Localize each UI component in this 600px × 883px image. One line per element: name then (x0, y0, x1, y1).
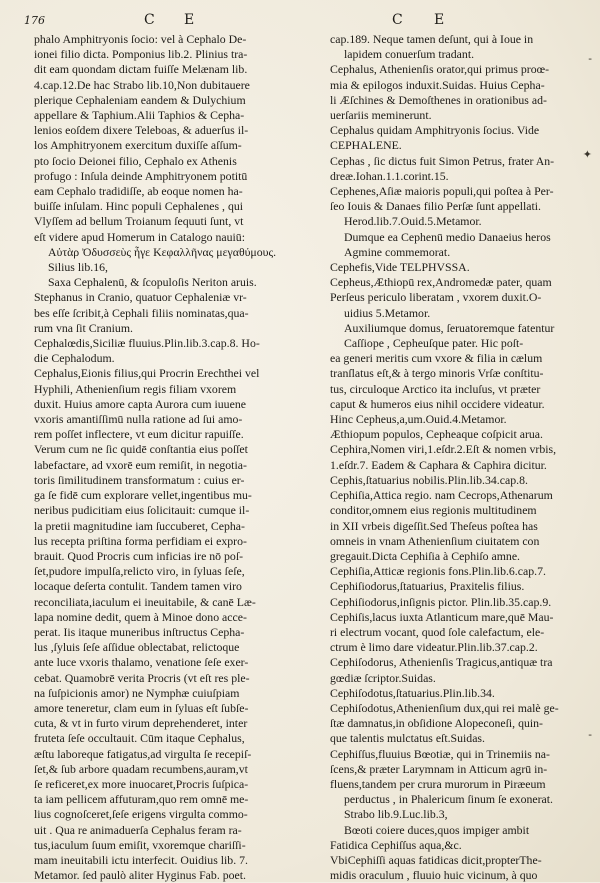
text-line: die Cephalodum. (34, 351, 115, 366)
text-line: Cephiſodotus,ſtatuarius.Plin.lib.34. (330, 685, 495, 700)
text-line: Cepheus,Æthiopū rex,Andromedæ pater, quam (330, 275, 552, 290)
text-line: Perſeus periculo liberatam , vxorem duxit.O- (330, 290, 542, 305)
text-line: lius cognoſceret,ſeſe erigens virgulta commo- (34, 807, 248, 822)
text-line: CEPHALENE. (330, 138, 402, 153)
text-line: ta iam pellicem affuturam,quo rem omnē me- (34, 792, 249, 807)
right-column (330, 32, 586, 883)
text-line: cebat. Quamobrē verita Procris (vt eſt res ple- (34, 670, 250, 685)
text-line: labefactare, ad vxorē eum remiſit, in negotia- (34, 457, 247, 472)
text-line: Dumque ea Cephenū medio Danaeius heros (344, 229, 551, 244)
text-line: Cephenes,Aſiæ maioris populi,qui poſtea à Per- (330, 184, 554, 199)
margin-asterisk-icon: ✦ (582, 148, 592, 161)
text-line: Cephiſia,Attica regio. nam Cecrops,Athenarum (330, 488, 553, 503)
text-line: Fatidica Cephiſſus aqua,&c. (330, 837, 462, 852)
text-line: Cephalus,Eionis filius,qui Procrin Erechthei vel (34, 366, 260, 381)
left-column (34, 32, 300, 883)
text-line: amore teneretur, clam eum in ſyluas eſt ſubſe- (34, 700, 249, 715)
text-line: ea generi meritis cum vxore & filia in cælum (330, 351, 543, 366)
text-line: ga ſe fidē cum explorare vellet,ingentibus mu- (34, 488, 252, 503)
text-line: ſtæ damnatus,in obſidione Alopeconeſi, quin- (330, 716, 543, 731)
text-line: gregauit.Dicta Cephiſia à Cephiſo amne. (330, 548, 521, 563)
text-line: Cephiſſus,fluuius Bœotiæ, qui in Trinemiis na- (330, 746, 550, 761)
text-line: bes eſſe ſcribit,à Cephali filiis nominatas,qua- (34, 305, 249, 320)
text-line: profugo : Inſula deinde Amphitryonem potitū (34, 168, 248, 183)
text-line: Hinc Cepheus,a,um.Ouid.4.Metamor. (330, 412, 507, 427)
text-line: uit . Qua re animaduerſa Cephalus feram ra- (34, 822, 242, 837)
text-line: rem poſſet inflectere, vt eum dicitur rapuiſſe. (34, 427, 244, 442)
running-head-right-1: C (392, 12, 403, 28)
text-line: Hyphili, Athenienſium regis filiam vxorem (34, 381, 237, 396)
text-line: lapidem conuerſum tradant. (344, 47, 475, 62)
text-line: ſet,& ſub arbore quadam recumbens,auram,vt (34, 761, 248, 776)
page-number: 176 (24, 14, 45, 27)
text-line: 4.cap.12.De hac Strabo lib.10,Non dubitauere (34, 77, 250, 92)
text-line: conditor,omnem eius regionis multitudinem (330, 503, 537, 518)
text-line: Silius lib.16, (48, 260, 108, 275)
text-line: ſet,pudore impulſa,relicto viro, in ſyluas ſeſe, (34, 564, 245, 579)
text-line: uidius 5.Metamor. (344, 305, 431, 320)
text-line: Cephis,ſtatuarius nobilis.Plin.lib.34.cap.8. (330, 472, 528, 487)
text-line: Cephalus quidam Amphitryonis ſocius. Vide (330, 123, 540, 138)
text-line: Cephiſia,Atticæ regionis fons.Plin.lib.6.cap.7. (330, 564, 546, 579)
text-line: ctrum è limo dare videatur.Plin.lib.37.cap.2. (330, 640, 538, 655)
text-line: Herod.lib.7.Ouid.5.Metamor. (344, 214, 482, 229)
text-line: in XII vrbeis digeſſit.Sed Theſeus poſtea has (330, 518, 538, 533)
text-line: que talentis mulctatus eſt.Suidas. (330, 731, 485, 746)
text-line: mia & epilogos induxit.Suidas. Huius Cepha- (330, 77, 545, 92)
text-line: Cephira,Nomen viri,1.eſdr.2.Eſt & nomen vrbis, (330, 442, 557, 457)
page-header (24, 14, 576, 34)
text-line: Cephiſodorus, Athenienſis Tragicus,antiquæ tra (330, 655, 553, 670)
text-line: appellare & Taphium.Alii Taphios & Cepha- (34, 108, 245, 123)
text-line: lenios eoſdem dixere Teleboas, & aduerſus il- (34, 123, 249, 138)
text-line: locaque deſerta contulit. Tandem tamen viro (34, 579, 242, 594)
text-line: pto ſocio Deionei filio, Cephalo ex Athenis (34, 153, 237, 168)
text-line: perat. Iis itaque muneribus inſtructus Cepha- (34, 624, 245, 639)
text-line: uerſariis meminerunt. (330, 108, 432, 123)
text-line: fluens,tandem per crura murorum in Piræeum (330, 776, 546, 791)
text-line: lus ,ſyluis ſeſe aſſidue oblectabat, relictoque (34, 640, 240, 655)
text-line: ri electrum vocant, quod ſole calefactum, ele- (330, 624, 545, 639)
text-line: cuta, & vt in furto virum deprehenderet, inter (34, 716, 248, 731)
text-line: fruteta ſeſe occultauit. Cūm itaque Cephalus, (34, 731, 245, 746)
text-line: Bœoti coiere duces,quos impiger ambit (344, 822, 530, 837)
text-line: 1.eſdr.7. Eadem & Caphara & Caphira dicitur. (330, 457, 547, 472)
text-line: eſt videre apud Homerum in Catalogo nauiū: (34, 229, 245, 244)
running-head-left-1: C (144, 12, 156, 28)
text-line: Cephalus, Athenienſis orator,qui primus proœ- (330, 62, 550, 77)
text-line: cap.189. Neque tamen deſunt, qui à Ioue in (330, 32, 534, 46)
text-line: Æthiopum populos, Cepheaque coſpicit arua. (330, 427, 543, 442)
text-line: ante luce vxoris thalamo, venatione ſeſe exer- (34, 655, 249, 670)
running-head-right-2: E (434, 12, 445, 28)
text-line: dreæ.Iohan.1.1.corint.15. (330, 168, 449, 183)
text-line: Metamor. ſed paulò aliter Hyginus Fab. poet. (34, 868, 246, 883)
text-line: VbiCephiſſi aquas fatidicas dicit,propterThe- (330, 852, 542, 867)
text-line: ſcens,& præter Larymnam in Atticum agrū in- (330, 761, 548, 776)
text-line: eam Cephalo tradidiſſe, ab eoque nomen ha- (34, 184, 243, 199)
text-line: perductus , in Phalericum ſinum ſe exonerat. (344, 792, 554, 807)
text-line: Vlyſſem ad bellum Troianum ſequuti ſunt, vt (34, 214, 244, 229)
text-line: reconciliata,iaculum ei ineuitabile, & canē Læ- (34, 594, 256, 609)
text-line: tus,iaculum ſuum emiſit, vxoremque chariſſi- (34, 837, 246, 852)
text-line: dit eam quondam dictam fuiſſe Melænam lib. (34, 62, 248, 77)
text-line: Cephiſiodorus,ſtatuarius, Praxitelis filius. (330, 579, 525, 594)
text-line: Cephas , ſic dictus fuit Simon Petrus, frater An- (330, 153, 555, 168)
text-line: Saxa Cephalenū, & ſcopuloſis Neriton aruis. (48, 275, 257, 290)
text-line: omneis in vnam Athenienſium ciuitatem con (330, 533, 540, 548)
text-line: Cephiſis,lacus iuxta Atlanticum mare,quē Mau- (330, 609, 554, 624)
text-line: Cephalœdis,Siciliæ fluuius.Plin.lib.3.cap.8. Ho- (34, 336, 260, 351)
text-line: mam ineuitabili ictu interfecit. Ouidius lib. 7. (34, 852, 248, 867)
text-line: brauit. Quod Procris cum inficias ire nō poſ- (34, 548, 244, 563)
text-line: los Amphitryonem exercitum duxiſſe aſſum- (34, 138, 242, 153)
text-line: plerique Cephaleniam eandem & Dulychium (34, 92, 246, 107)
text-line: lus recepta priſtina forma perfidiam ei expro- (34, 533, 247, 548)
text-line: Agmine commemorat. (344, 244, 451, 259)
text-line: phalo Amphitryonis ſocio: vel à Cephalo De- (34, 32, 247, 46)
text-line: duxit. Huius amore capta Aurora cum iuuene (34, 396, 246, 411)
text-line: Αὐτὰρ Ὀδυσσεὺς ἦγε Κεφαλλῆνας μεγαθύμους. (48, 244, 277, 259)
text-line: Cephiſodotus,Athenienſium dux,qui rei malè ge- (330, 700, 559, 715)
text-line: na ſuſpicionis amor) ne Nymphæ cuiuſpiam (34, 685, 240, 700)
text-line: Caſſiope , Cepheuſque pater. Hic poſt- (344, 336, 524, 351)
text-line: tranſlatus eſt,& à tergo minoris Vrſæ conſtitu- (330, 366, 544, 381)
text-line: neribus pudicitiam eius ſolicitauit: cumque il- (34, 503, 250, 518)
running-head-left-2: E (184, 12, 195, 28)
text-line: ſeo Iouis & Danaes filio Perſæ ſunt appellati. (330, 199, 541, 214)
text-line: toris ſimilitudinem transformatum : cuius er- (34, 472, 245, 487)
text-line: buiſſe inſulam. Hinc populi Cephalenes , qui (34, 199, 244, 214)
text-line: Cephefis,Vide TELPHVSSA. (330, 260, 470, 275)
text-line: ſe reficeret,ex more inuocaret,Procris ſuſpica- (34, 776, 249, 791)
text-line: ionei filio dicta. Pomponius lib.2. Plinius tra- (34, 47, 248, 62)
margin-mark: - (588, 52, 592, 65)
margin-mark: - (588, 728, 592, 741)
text-line: la pretii magnitudine iam ſuccuberet, Cepha- (34, 518, 245, 533)
text-line: gœdiæ ſcriptor.Suidas. (330, 670, 436, 685)
text-line: tus, circuloque Arctico ita incluſus, vt præter (330, 381, 541, 396)
text-line: lapa nomine dedit, quem à Minoe dono acce- (34, 609, 247, 624)
text-line: Stephanus in Cranio, quatuor Cephaleniæ vr- (34, 290, 247, 305)
text-line: Cephiſiodorus,inſignis pictor. Plin.lib.35.cap.9. (330, 594, 552, 609)
text-line: caput & humeros eius nihil occidere videatur. (330, 396, 545, 411)
text-line: midis oraculum , fluuio huic vicinum, à quo (330, 868, 538, 883)
text-line: rum vna ſit Cranium. (34, 320, 133, 335)
text-line: æſtu laboreque fatigatus,ad virgulta ſe recepiſ- (34, 746, 252, 761)
text-line: Strabo lib.9.Luc.lib.3, (344, 807, 448, 822)
text-line: Verum cum ne ſic quidē conſtantia eius poſſet (34, 442, 248, 457)
text-line: Auxiliumque domus, ſeruatoremque fatentur (344, 320, 555, 335)
text-line: li Æſchines & Demoſthenes in orationibus ad- (330, 92, 547, 107)
text-line: vxoris amantiſſimū nulla ratione ad ſui amo- (34, 412, 243, 427)
